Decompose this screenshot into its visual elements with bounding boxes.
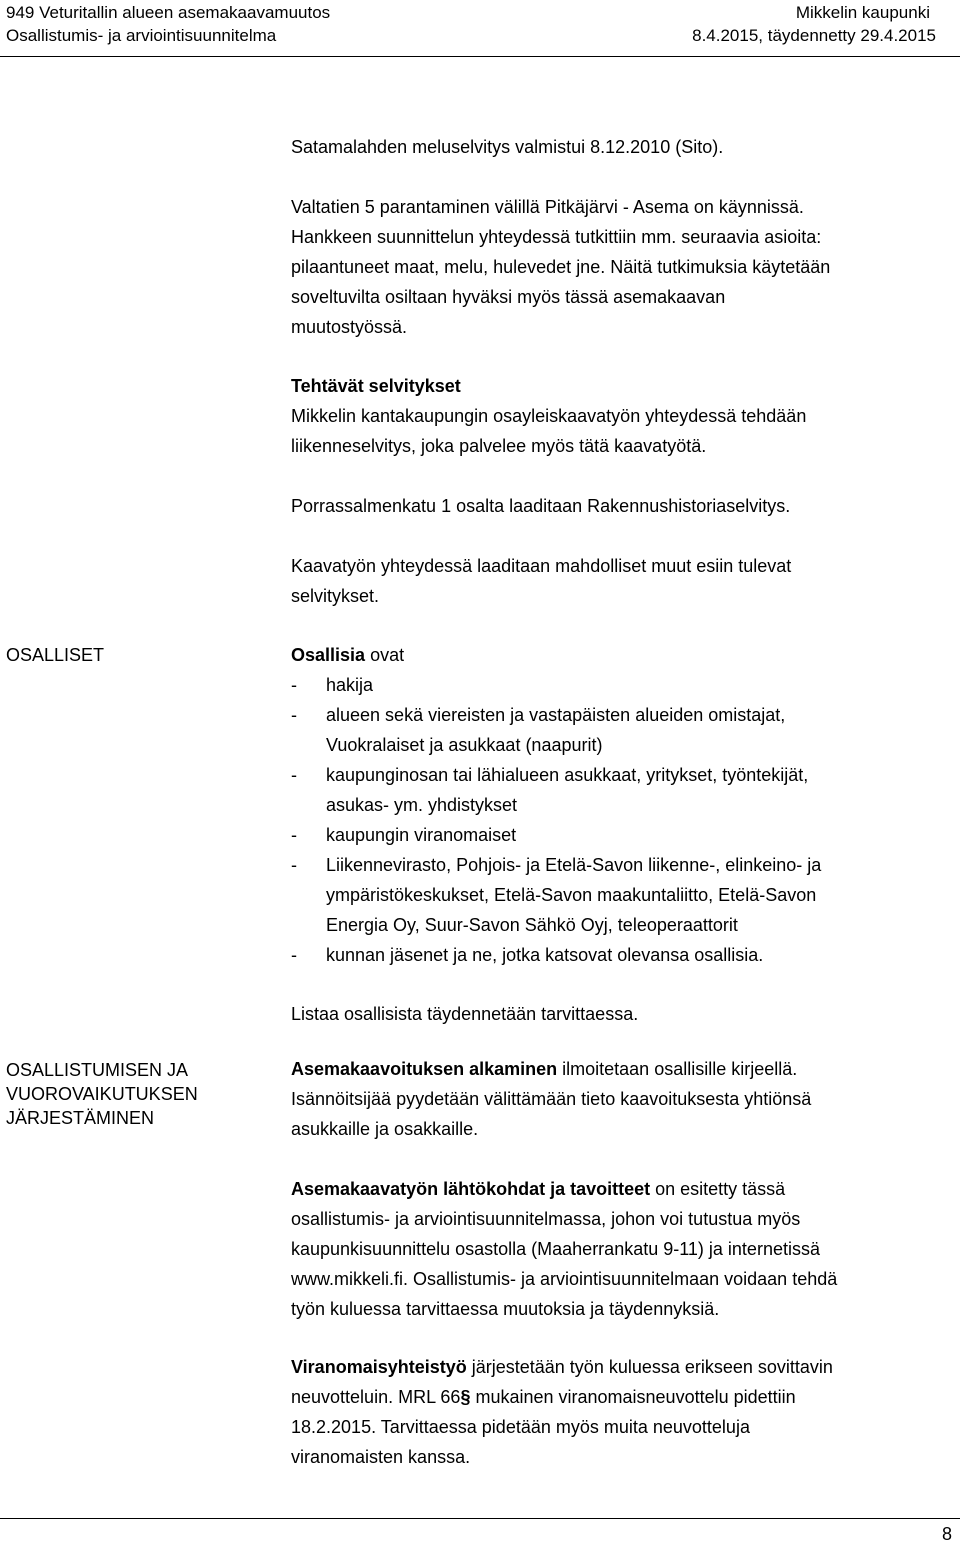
text-line: työn kuluessa tarvittaessa muutoksia ja täydennyksiä.: [291, 1299, 720, 1319]
text-run: ilmoitetaan osallisille kirjeellä.: [557, 1059, 798, 1079]
participants-note: Listaa osallisista täydennetään tarvittaessa.: [291, 1004, 639, 1024]
list-item-text: Energia Oy, Suur-Savon Sähkö Oyj, teleoperaattorit: [326, 915, 738, 935]
goals-paragraph: [291, 1174, 837, 1324]
list-item-text: hakija: [326, 675, 374, 695]
text-line: liikenneselvitys, joka palvelee myös tätä kaavatyötä.: [291, 436, 707, 456]
text-line: osallistumis- ja arviointisuunnitelmassa, johon voi tutustua myös: [291, 1209, 801, 1229]
list-item-text: alueen sekä viereisten ja vastapäisten alueiden omistajat,: [326, 705, 786, 725]
list-item: [291, 940, 821, 970]
text-line: kaupunkisuunnittelu osastolla (Maaherrankatu 9-11) ja internetissä: [291, 1239, 820, 1259]
goals-bold: Asemakaavatyön lähtökohdat ja tavoitteet: [291, 1179, 651, 1199]
text-line: Kaavatyön yhteydessä laaditaan mahdolliset muut esiin tulevat: [291, 556, 792, 576]
list-dash: -: [291, 945, 297, 965]
text-run: on esitetty tässä: [650, 1179, 786, 1199]
text-line: [291, 1054, 811, 1084]
text-line: Isännöitsijää pyydetään välittämään tieto kaavoituksesta yhtiönsä: [291, 1089, 812, 1109]
list-item-text: asukas- ym. yhdistykset: [326, 795, 518, 815]
text-line: selvitykset.: [291, 586, 380, 606]
text-line: Mikkelin kantakaupungin osayleiskaavatyön yhteydessä tehdään: [291, 406, 807, 426]
list-item-text: kunnan jäsenet ja ne, jotka katsovat olevansa osallisia.: [326, 945, 764, 965]
text-run: mukainen viranomaisneuvottelu pidettiin: [470, 1387, 796, 1407]
text-line: [291, 1382, 833, 1412]
participants-intro-rest: ovat: [365, 645, 405, 665]
text-line: www.mikkeli.fi. Osallistumis- ja arviointisuunnitelmaan voidaan tehdä: [291, 1269, 838, 1289]
participants-intro-bold: Osallisia: [291, 645, 366, 665]
list-dash: -: [291, 675, 297, 695]
text-line: soveltuvilta osiltaan hyväksi myös tässä asemakaavan: [291, 287, 726, 307]
other-studies-paragraph: [291, 551, 791, 611]
list-dash: -: [291, 825, 297, 845]
list-item: [291, 820, 821, 850]
list-item-text: Liikennevirasto, Pohjois- ja Etelä-Savon liikenne-, elinkeino- ja: [326, 855, 822, 875]
section-label-participation: [6, 1058, 198, 1130]
text-line: Valtatien 5 parantaminen välillä Pitkäjärvi - Asema on käynnissä.: [291, 197, 804, 217]
header-subtitle: Osallistumis- ja arviointisuunnitelma: [6, 26, 277, 45]
text-line: 18.2.2015. Tarvittaessa pidetään myös muita neuvotteluja: [291, 1417, 750, 1437]
text-line: [291, 1352, 833, 1382]
text-line: pilaantuneet maat, melu, hulevedet jne. Näitä tutkimuksia käytetään: [291, 257, 831, 277]
list-item-text: ympäristökeskukset, Etelä-Savon maakuntaliitto, Etelä-Savon: [326, 885, 817, 905]
footer-divider: [0, 1518, 960, 1519]
text-line: Hankkeen suunnittelun yhteydessä tutkittiin mm. seuraavia asioita:: [291, 227, 822, 247]
text-line: asukkaille ja osakkaille.: [291, 1119, 479, 1139]
list-item: [291, 700, 821, 760]
page-number: 8: [941, 1524, 952, 1544]
participants-intro: [291, 640, 821, 670]
tasks-section: [291, 371, 806, 461]
list-item-text: Vuokralaiset ja asukkaat (naapurit): [326, 735, 603, 755]
list-item: [291, 670, 821, 700]
label-line: VUOROVAIKUTUKSEN: [6, 1084, 198, 1104]
text-run: neuvotteluin. MRL 66: [291, 1387, 461, 1407]
list-item: [291, 850, 821, 940]
text-line: viranomaisten kanssa.: [291, 1447, 471, 1467]
start-notice-bold: Asemakaavoituksen alkaminen: [291, 1059, 558, 1079]
list-dash: -: [291, 765, 297, 785]
noise-study-paragraph: Satamalahden meluselvitys valmistui 8.12.2010 (Sito).: [291, 137, 724, 157]
label-line: OSALLISTUMISEN JA: [6, 1060, 189, 1080]
text-line: muutostyössä.: [291, 317, 408, 337]
header-organization: Mikkelin kaupunki: [795, 3, 930, 22]
building-history-paragraph: Porrassalmenkatu 1 osalta laaditaan Rakennushistoriaselvitys.: [291, 496, 791, 516]
list-item-text: kaupunginosan tai lähialueen asukkaat, yritykset, työntekijät,: [326, 765, 809, 785]
label-line: JÄRJESTÄMINEN: [6, 1108, 155, 1128]
text-line: [291, 1174, 837, 1204]
authority-cooperation-paragraph: [291, 1352, 833, 1472]
participants-section: [291, 640, 821, 970]
list-dash: -: [291, 855, 297, 875]
text-run: järjestetään työn kuluessa erikseen sovittavin: [466, 1357, 833, 1377]
header-date: 8.4.2015, täydennetty 29.4.2015: [692, 26, 936, 45]
list-item-text: kaupungin viranomaiset: [326, 825, 517, 845]
list-item: [291, 760, 821, 820]
tasks-heading: Tehtävät selvitykset: [291, 376, 461, 396]
section-label-osalliset: OSALLISET: [6, 645, 105, 665]
highway-paragraph: [291, 192, 830, 342]
header-divider: [0, 56, 960, 57]
list-dash: -: [291, 705, 297, 725]
section-symbol: §: [460, 1387, 471, 1407]
authority-cooperation-bold: Viranomaisyhteistyö: [291, 1357, 467, 1377]
header-title: 949 Veturitallin alueen asemakaavamuutos: [6, 3, 331, 22]
start-notice-paragraph: [291, 1054, 811, 1144]
